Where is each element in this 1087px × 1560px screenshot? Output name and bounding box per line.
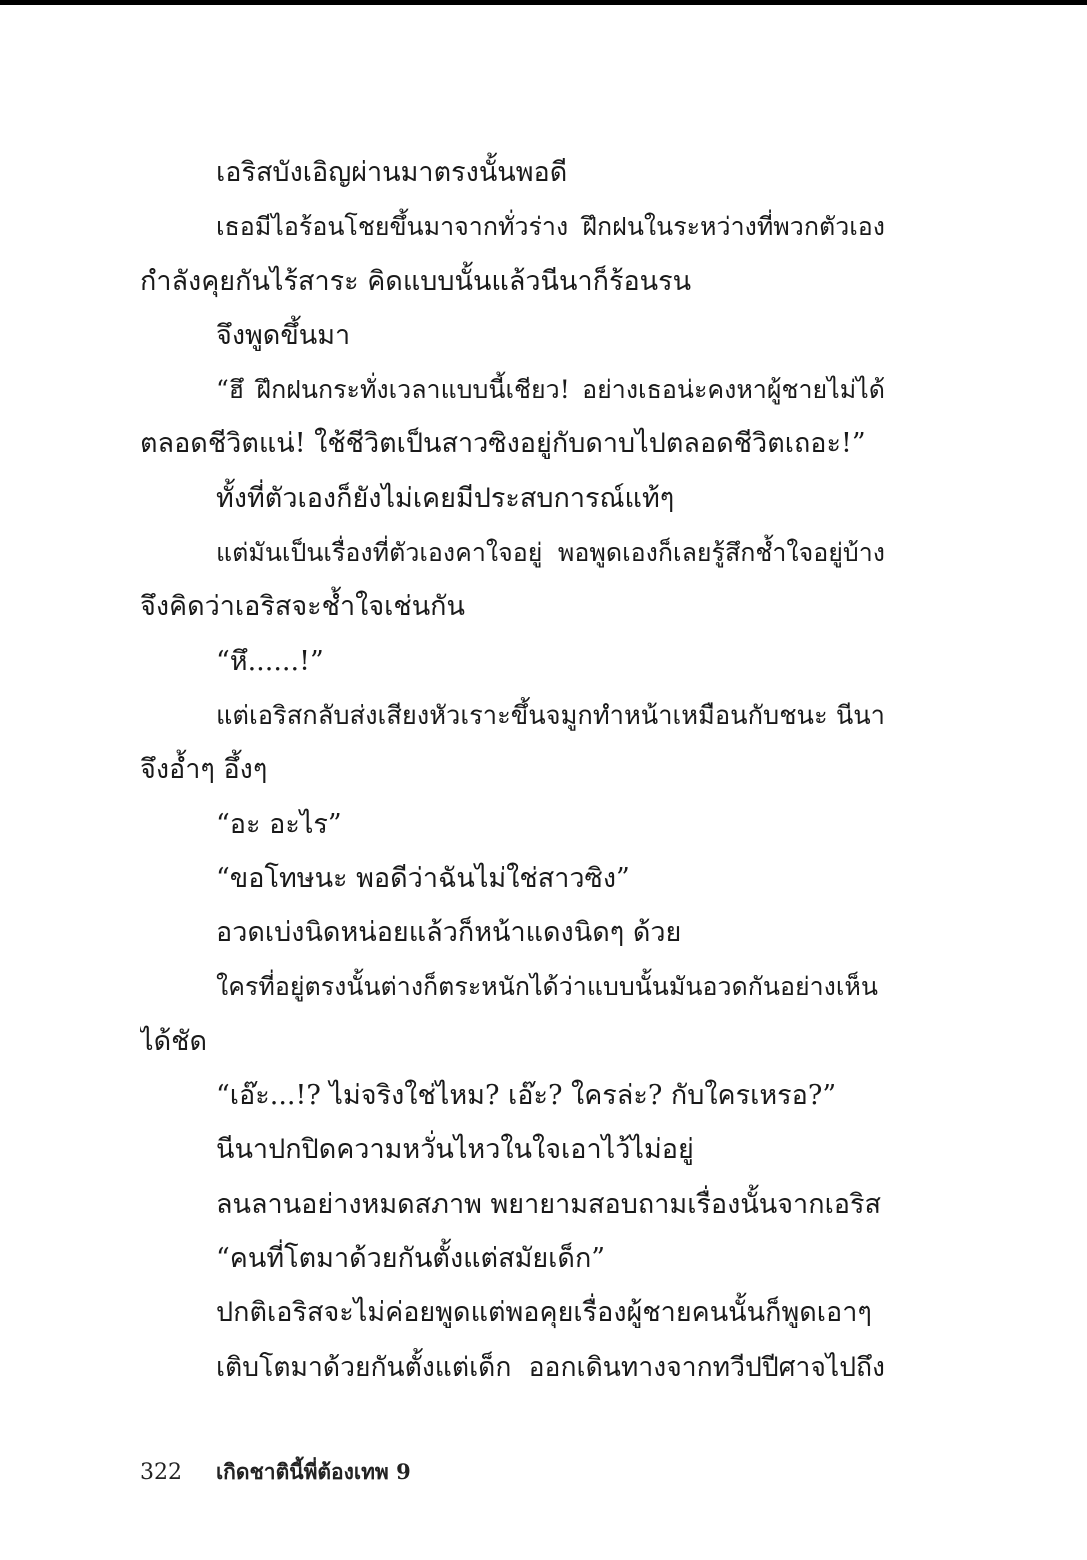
text-line: ลนลานอย่างหมดสภาพ พยายามสอบถามเรื่องนั้นจากเอริส [216, 1188, 881, 1220]
text-line: แต่มันเป็นเรื่องที่ตัวเองคาใจอยู่ พอพูดเองก็เลยรู้สึกช้ำใจอยู่บ้าง [216, 538, 885, 568]
running-title: เกิดชาตินี้พี่ต้องเทพ 9 [216, 1459, 411, 1484]
text-line: เธอมีไอร้อนโชยขึ้นมาจากทั่วร่าง ฝึกฝนในระหว่างที่พวกตัวเอง [216, 212, 885, 242]
body-text [140, 146, 885, 1395]
text-line: ทั้งที่ตัวเองก็ยังไม่เคยมีประสบการณ์แท้ๆ [216, 482, 675, 514]
text-line: แต่เอริสกลับส่งเสียงหัวเราะขึ้นจมูกทำหน้าเหมือนกับชนะ นีนา [216, 700, 885, 731]
text-line: เอริสบังเอิญผ่านมาตรงนั้นพอดี [216, 157, 568, 188]
text-line: “อะ อะไร” [216, 808, 342, 840]
text-line: “ขอโทษนะ พอดีว่าฉันไม่ใช่สาวซิง” [216, 862, 630, 894]
text-line: นีนาปกปิดความหวั่นไหวในใจเอาไว้ไม่อยู่ [216, 1134, 694, 1166]
text-line: จึงอ้ำๆ อึ้งๆ [140, 754, 268, 786]
page-footer [140, 1455, 411, 1489]
text-line: ตลอดชีวิตแน่! ใช้ชีวิตเป็นสาวซิงอยู่กับดาบไปตลอดชีวิตเถอะ!” [140, 428, 866, 460]
text-line: ปกติเอริสจะไม่ค่อยพูดแต่พอคุยเรื่องผู้ชายคนนั้นก็พูดเอาๆ [216, 1297, 872, 1329]
text-line: จึงพูดขึ้นมา [216, 319, 351, 351]
text-line: “เอ๊ะ...!? ไม่จริงใช่ไหม? เอ๊ะ? ใครล่ะ? กับใครเหรอ?” [216, 1080, 837, 1112]
text-line: ได้ชัด [140, 1025, 207, 1057]
top-border-rule [0, 0, 1087, 5]
text-line: “หึ......!” [216, 645, 324, 677]
text-line: “คนที่โตมาด้วยกันตั้งแต่สมัยเด็ก” [216, 1242, 606, 1274]
text-line: อวดเบ่งนิดหน่อยแล้วก็หน้าแดงนิดๆ ด้วย [216, 917, 682, 949]
text-line: กำลังคุยกันไร้สาระ คิดแบบนั้นแล้วนีนาก็ร้อนรน [140, 265, 692, 297]
text-line: เติบโตมาด้วยกันตั้งแต่เด็ก ออกเดินทางจากทวีปปีศาจไปถึง [216, 1351, 885, 1383]
text-line: ใครที่อยู่ตรงนั้นต่างก็ตระหนักได้ว่าแบบนั้นมันอวดกันอย่างเห็น [216, 972, 878, 1002]
page-number: 322 [140, 1460, 182, 1485]
text-line: “ฮึ ฝึกฝนกระทั่งเวลาแบบนี้เชียว! อย่างเธอน่ะคงหาผู้ชายไม่ได้ [216, 375, 885, 405]
text-line: จึงคิดว่าเอริสจะช้ำใจเช่นกัน [140, 591, 465, 623]
